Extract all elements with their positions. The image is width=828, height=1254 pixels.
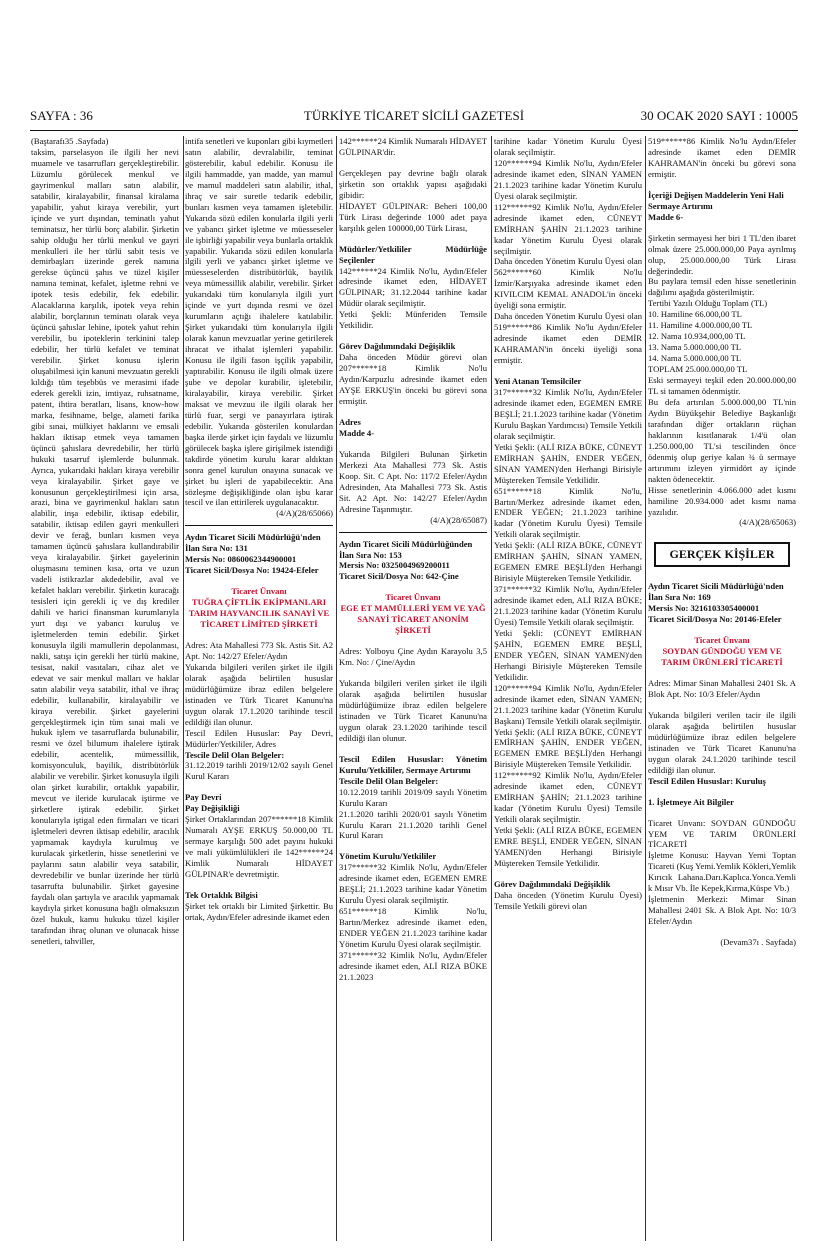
company-title: EGE ET MAMÜLLERİ YEM VE YAĞ SANAYİ TİCARET ANONİM ŞİRKETİ [340,603,486,636]
registry-number: Ticaret Sicil/Dosya No: 20146-Efeler [648,614,782,625]
company-title-label: Ticaret Ünvanı [385,592,441,603]
column-divider [645,136,646,1241]
share-row: 10. Hamiline 66.000,00 TL [648,309,742,320]
article-text: Yukarıda bilgileri verilen şirket ile ilgili olarak aşağıda belirtilen hususlar müdürlüğümüze ibraz edilen belgelere istinaden ve Türk Ticaret Kanunu'na uygun olarak 17.1.2020 tarihinde tescil edildiği ilan olunur. [185,661,333,727]
company-address: Adres: Yolboyu Çine Aydın Karayolu 3,5 Km. No: / Çine/Aydın [339,646,487,668]
company-title-label: Ticaret Ünvanı [231,586,287,597]
section-heading: Adres [339,416,361,427]
section-heading: Sermaye Artırımı [648,200,713,211]
company-address: Adres: Ata Mahallesi 773 Sk. Astis Sit. A2 Apt. No: 142/27 Efeler/Aydın [185,639,333,661]
article-text: 120******94 Kimlik No'lu, Aydın/Efeler adresinde ikamet eden, SİNAN YAMEN; 21.1.2023 tarihine kadar (Yönetim Kurulu Başkanı) Temsile Yetkili olarak seçilmiştir. [494,682,642,726]
issue-date: 30 OCAK 2020 SAYI : 10005 [640,108,798,123]
column-2 [185,136,333,923]
article-text: 371******32 Kimlik No'lu, Aydın/Efeler adresinde ikamet eden, ALİ RIZA BÜKE; 21.1.2023 tarihine kadar (Yönetim Kurulu Üyesi) Temsile Yetkili olarak seçilmiştir. [494,584,642,627]
article-text: 651******18 Kimlik No'lu, Bartın/Merkez adresinde ikamet eden, ENDER YEĞEN; 21.1.2023 tarihine kadar (Yönetim Kurulu Üyesi) Temsile Yetkili olarak seçilmiştir. [494,485,642,540]
article-text: 651******18 Kimlik No'lu, Bartın/Merkez adresinde ikamet eden, ENDER YEĞEN 21.1.2023 tarihine kadar Yönetim Kurulu Üyesi olarak seçilmiştir. [339,906,487,950]
article-text: Ticaret Unvanı: SOYDAN GÜNDOĞU YEM VE TARIM ÜRÜNLERİ TİCARETİ [648,817,796,850]
registered-matters: Tescil Edilen Hususlar: Pay Devri, Müdürler/Yetkililer, Adres [185,727,333,749]
column-3 [339,136,487,983]
article-text: 112******92 Kimlik No'lu, Aydın/Efeler adresinde ikamet eden, CÜNEYT EMİRHAN ŞAHİN 21.1.2023 tarihine kadar Yönetim Kurulu Üyesi olarak seçilmiştir. [494,201,642,256]
page-header [30,108,798,130]
share-row: 12. Nama 10.934,000,00 TL [648,331,746,342]
article-text: Tertibi Yazılı Olduğu Toplam (TL) [648,298,768,309]
registered-matters: Tescil Edilen Hususlar: Kuruluş [648,775,766,786]
share-total: TOPLAM 25.000.000,00 TL [648,364,748,375]
article-number: Madde 4- [339,427,375,438]
column-4 [494,136,642,912]
article-text: 142******24 Kimlik No'lu, Aydın/Efeler adresinde ikamet eden, HİDAYET GÜLPINAR; 31.12.2044 tarihine kadar Müdür olarak seçilmiştir. [339,265,487,309]
article-text: intifa senetleri ve kuponları gibi kıymetleri satın alabilir, devralabilir, teminat gösterebilir, kabul edebilir. Konusu ile ilgili hammadde, yan madde, yan mamul ve mamul maddeleri satın alabilir, ithal, ihraç ve sair suretle tedarik edebilir, bunları kısmen veya tamamen işletebilir. Yukarıda sözü edilen konularla ilgili yerli ve yabancı şirket işletme ve müesseseler ile işbirliği yapabilir veya bunlarla ortaklık yapabilir. Yukarıda sözü edilen konularla ilgili yerli ve yabancı şirket işletme ve müesseselerden distribütörlük, bayilik veya mümessillik alabilir, verebilir. Şirket yukarıdaki tüm konularıyla ilgili yurt içinde ve yurt dışında resmi ve özel kurumların açtığı ihalelere katılabilir. Şirket yukarıdaki tüm konularıyla ilgili olarak kanun mevzuatlar yerine getirilerek ihracat ve ithalat işlemleri yapabilir. Konusu ile ilgili fason işçilik yapabilir, yaptırabilir. Konusu ile ilgili olmak üzere şube ve depolar kurabilir, işletebilir, kiralayabilir, kiraya verebilir. Şirket maksat ve mevzuu ile ilgili olarak her türlü fuar, sergi ve panayırlara iştirak edebilir. Yukarıda gösterilen konulardan başka ilerde şirket için faydalı ve lüzumlu görülecek başka işlere girişilmek istendiği takdirde yönetim kurulu karar aldıktan sonra genel kurulun onayına sunacak ve şirket bu işleri de yapabilecektir. Ana sözleşme değişikliğinde olan işbu karar tescil ve ilan ettirilerek uygulanacaktır. [185,136,333,508]
ilan-number: İlan Sıra No: 131 [185,543,248,554]
column-5 [648,136,796,948]
ilan-number: İlan Sıra No: 153 [339,549,402,560]
column-divider [183,136,184,1241]
company-title: SOYDAN GÜNDOĞU YEM VE TARIM ÜRÜNLERİ TİCARETİ [661,646,783,668]
share-row: 13. Nama 5.000.000,00 TL [648,342,742,353]
company-address: Adres: Mimar Sinan Mahallesi 2401 Sk. A Blok Apt. No: 10/3 Efeler/Aydın [648,678,796,699]
continued-on: (Devam37ı . Sayfada) [720,937,796,948]
notice-ref: (4/A)(28/65063) [739,517,796,528]
article-text: 142******24 Kimlik Numaralı HİDAYET GÜLPINAR'dir. [339,136,487,157]
article-text: Yukarıda Bilgileri Bulunan Şirketin Merkezi Ata Mahallesi 773 Sk. Astis Koop. Sit. C Apt. No: 117/2 Efeler/Aydın Adresinden, Ata Mahallesi 773 Sk. Astis Sit. A2 Apt. No: 142/27 Efeler/Aydın Adresine Taşınmıştır. [339,448,487,514]
evidence-text: 21.1.2020 tarihli 2020/01 sayılı Yönetim Kurulu Kararı 21.1.2020 tarihli Genel Kurul Kararı [339,808,487,841]
notice-ref: (4/A)(28/65066) [276,508,333,519]
page-number: SAYFA : 36 [30,108,93,123]
section-heading: Görev Dağılımındaki Değişiklik [494,878,611,889]
article-text: Hisse senetlerinin 4.066.000 adet kısmı hamiline 20.934.000 adet kısmı nama yazılıdır. [648,484,796,517]
article-text: Şirketin sermayesi her biri 1 TL'den ibaret olmak üzere 25.000.000,00 Paya ayrılmış olup, 25.000.000,00 Türk Lirası değerindedir. [648,232,796,276]
article-text: Yukarıda bilgileri verilen şirket ile ilgili olarak aşağıda belirtilen hususlar müdürlüğümüze ibraz edilen belgelere istinaden ve Türk Ticaret Kanunu'na uygun olarak 23.1.2020 tarihinde tescil edildiği ilan olunur. [339,678,487,743]
article-text: Yetki Şekli: Münferiden Temsile Yetkilidir. [339,309,487,331]
article-text: Yetki Şekli: (ALİ RIZA BÜKE, CÜNEYT EMİRHAN ŞAHİN, SİNAN YAMEN, EGEMEN EMRE BEŞLİ)'den Herhangi Birisiyle Müştereken Temsile Yetkilidir. [494,540,642,584]
registered-matters: Tescil Edilen Hususlar: Yönetim Kurulu/Yetkililer, Sermaye Artırımı [339,753,487,775]
article-text: Daha önceden Müdür görevi olan 207******18 Kimlik No'lu Aydın/Karpuzlu adresinde ikamet eden AYŞE ERKUŞ'in önceki bu görevi sona ermiştir. [339,352,487,407]
notice-ref: (4/A)(28/65087) [430,514,487,525]
gazette-title: TÜRKİYE TİCARET SİCİLİ GAZETESİ [303,108,525,123]
registry-number: Ticaret Sicil/Dosya No: 642-Çine [339,571,459,582]
section-heading: Görev Dağılımındaki Değişiklik [339,341,456,352]
evidence-text: 10.12.2019 tarihli 2019/09 sayılı Yönetim Kurulu Kararı [339,786,487,808]
registry-office: Aydın Ticaret Sicili Müdürlüğü'nden [185,532,321,543]
article-text: İşletme Konusu: Hayvan Yemi Toptan Ticareti (Kuş Yemi.Yemlik Kökleri,Yemlik Kırıcık Lahana.Darı.Kaplıca.Yonca.Yemli k Mısır Vb. İle Kepek,Kırma,Küspe Vb.) [648,850,796,894]
article-text: Eski sermayeyi teşkil eden 20.000.000,00 TL si tamamen ödenmiştir. [648,375,796,397]
article-text: İşletmenin Merkezi: Mimar Sinan Mahallesi 2401 Sk. A Blok Apt. No: 10/3 Efeler/Aydın [648,894,796,927]
section-heading: Yönetim Kurulu/Yetkililer [339,851,437,862]
column-1 [31,136,179,947]
article-text: tarihine kadar Yönetim Kurulu Üyesi olarak seçilmiştir. [494,136,642,157]
evidence-text: 31.12.2019 tarihli 2019/12/02 sayılı Genel Kurul Kararı [185,760,333,782]
section-heading: 1. İşletmeye Ait Bilgiler [648,796,734,807]
column-divider [336,136,337,1241]
article-text: taksim, parselasyon ile ilgili her nevi muamele ve tasarrufları gerçekleştirebilir. Lüzumlu görülecek menkul ve gayrimenkul malları satın alabilir, satabilir, kiralayabilir, finansal kiralama yapabilir, yahut kiraya verebilir, yurt içinde ve yurt dışından, teminatlı yahut teminatsız, her türlü borç alabilir. Şirketin sahip olduğu her türlü menkul ve gayri menkulleri ile her türlü sabit tesis ve demirbaşları üzerinde gerek namına gerekse üçüncü şahıs ve tüzel kişiler namına teminat, kefalet, işletme rehni ve ipotek tesis edebilir, fek edebilir. Alacaklarına karşılık, ipotek veya rehin alabilir, borçlarının teminatı olarak veya üçüncü şahıslar lehine, ipotek yahut rehin verebilir, bu ipoteklerin terkinini talep edebilir, her türlü kefalet ve teminat verebilir. Şirket konusu işlerin oluşabilmesi için kanuni mevzuatın gerekli kıldığı tüm teşebbüs ve merasimi ifade ederek gerekli izin, imtiyaz, ruhsatname, patent, ihtira beratları, lisans, know-how marka, fesihname, belge, alameti farika gibi sınai, mülkiyet haklarını ve emsali hakları iktisap etmek veya tamamen üçüncü şahıslara devredebilir, her türlü hukuki tasarruf işlemlerde bulunmak. Ayrıca, yukarıdaki hakları kiraya verebilir veya kiralayabilir. Şirket gaye ve konusunun gerçekleştirilmesi için arsa, arazi, bina ve gayrimenkul hakları satın alabilir, inşa edebilir, iktisap edebilir, satabilir, iktisap edilen gayri menkulleri devir ve ferağ, bunları kısmen veya tamamen üçüncü şahıslara kullandırabilir veya kiralayabilir. Şirket gayelerinin oluşmasını teminen kısa, orta ve uzun vadeli istikrazlar akdedebilir, aval ve kefalet hakları verebilir. Şirketin kuracağı tesisleri için gerekli iç ve dış krediler dahili ve harici finansman kurumlarıyla yurt dışı ve yabancı kuruluş ve işletmelerden temin edebilir. Şirket konusuyla ilgili mamullerin depolanması, nakli, satışı için gerekli her türlü makine, tesisat, nakil vasıtaları, cihaz alet ve edevat ve sair menkul malları ve haklar satın alabilir veya satabilir, ithal ve ihraç edebilir, kullanabilir, kiralayabilir ve kiraya verebilir. Şirket gayelerini gerçekleştirmek için tüm sınai mali ve hukuk işlem ve tasarruflarda bulunabilir, resmi ve özel bilumum ihalelere iştirak edebilir, acentelik, mümessillik, komisyonculuk, bayilik, distribütörlük alabilir ve verebilir. Şirket konusuyla ilgili olan şirket kurabilir, ortaklık yapabilir, mevcut ve ileride kurulacak iştirme ve şirketlere iştirak edebilir. Şirket konularıyla iştigal eden firmaları ve ticari işletmeleri devren iktisap edebilir, aracılık yapmamak kaydıyla kurulmuş ve kurulacak şirketlerin, hisse senetlerini ve paylarını satın alabilir veya satabilir, devredebilir ve bunlar üzerinde her türlü tasarrufta bulunabilir. Şirket gayesine faydalı olan şartıyla ve aracılık yapmamak kaydıyla şirket konusuna bağlı olmaksızın özel hukuk, kamu hukuku tüzel kişiler tarafından ihraç olunan ve olunacak hisse senetleri, tahviller, [31,146,179,946]
article-text: Yetki Şekli: (ALİ RIZA BÜKE, EGEMEN EMRE BEŞLİ, ENDER YEĞEN, SİNAN YAMEN)'den Herhangi Birisiyle Müştereken Temsile Yetkilidir. [494,825,642,868]
header-rule [30,130,798,131]
evidence-heading: Tescile Delil Olan Belgeler: [339,775,439,786]
section-heading: Pay Değişikliği [185,803,240,814]
article-text: HİDAYET GÜLPINAR: Beheri 100,00 Türk Lirası değerinde 1000 adet paya karşılık gelen 100000,00 Türk Lirası, [339,200,487,233]
notice-separator [185,525,333,526]
continued-from: (Baştarafı35 .Sayfada) [31,136,109,146]
column-divider [491,136,492,1241]
registry-office: Aydın Ticaret Sicili Müdürlüğü'nden [648,581,784,592]
article-text: Bu defa artırılan 5.000.000,00 TL'nin Aydın Büyükşehir Belediye Başkanlığı tarafından diğer ortakların rüçhan haklarının kısıtlanarak 1/4'ü olan 1.250.000,00 TL'si tescilinden önce ödenmiş olup geriye kalan ¾ ü sermaye artırımını izleyen yirmidört ay içinde nakten ödenecektir. [648,396,796,484]
share-row: 11. Hamiline 4.000.000,00 TL [648,320,753,331]
section-heading: Müdürler/Yetkililer Müdürlüğe Seçilenler [339,243,487,265]
section-heading: Pay Devri [185,792,222,803]
article-text: Daha önceden Yönetim Kurulu Üyesi olan 519******86 Kimlik No'lu Aydın/Efeler adresinde ikamet eden DEMİR KAHRAMAN'in önceki üyeliği sona ermiştir. [494,311,642,366]
section-heading: Yeni Atanan Temsilciler [494,376,582,387]
mersis-number: Mersis No: 0325004969200011 [339,560,450,571]
article-number: Madde 6- [648,211,684,222]
mersis-number: Mersis No: 3216103305400001 [648,603,760,614]
article-text: Gerçekleşen pay devrine bağlı olarak şirketin son ortaklık yapısı aşağıdaki gibidir: [339,167,487,200]
article-text: Daha önceden (Yönetim Kurulu Üyesi) Temsile Yetkili görevi olan [494,889,642,911]
article-text: 317******32 Kimlik No'lu, Aydın/Efeler adresinde ikamet eden, EGEMEN EMRE BEŞLİ; 21.1.2023 tarihine kadar (Yönetim Kurulu Başkan Yardımcısı) Temsile Yetkili olarak seçilmiştir. [494,386,642,441]
article-text: Yukarıda bilgileri verilen tacir ile ilgili olarak aşağıda belirtilen hususlar müdürlüğümüze ibraz edilen belgelere istinaden ve Türk Ticaret Kanunu'na uygun olarak 24.1.2020 tarihinde tescil edildiği ilan olunur. [648,709,796,775]
article-text: Yetki Şekli: (ALİ RIZA BÜKE, CÜNEYT EMİRHAN ŞAHİN, ENDER YEĞEN, EGEMEN EMRE BEŞLİ)'den Herhangi Birisiyle Müştereken Temsile Yetkilidir. [494,726,642,770]
article-text: 112******92 Kimlik No'lu, Aydın/Efeler adresinde ikamet eden, CÜNEYT EMİRHAN ŞAHİN; 21.1.2023 tarihine kadar (Yönetim Kurulu Üyesi) Temsile Yetkili olarak seçilmiştir. [494,770,642,825]
article-text: 120******94 Kimlik No'lu, Aydın/Efeler adresinde ikamet eden, SİNAN YAMEN 21.1.2023 tarihine kadar Yönetim Kurulu Üyesi olarak seçilmiştir. [494,157,642,201]
article-text: Şirket tek ortaklı bir Limited Şirkettir. Bu ortak, Aydın/Efeler adresinde ikamet eden [185,900,333,922]
article-text: Bu paylara temsil eden hisse senetlerinin dağılımı aşağıda gösterilmiştir. [648,276,796,298]
article-text: Yetki Şekli: (ALİ RIZA BÜKE, CÜNEYT EMİRHAN ŞAHİN, ENDER YEĞEN, SİNAN YAMEN)'den Herhangi Birisiyle Müştereken Temsile Yetkilidir. [494,441,642,485]
section-heading: İçeriği Değişen Maddelerin Yeni Hali [648,189,784,200]
registry-number: Ticaret Sicil/Dosya No: 19424-Efeler [185,565,319,576]
share-row: 14. Nama 5.000.000,00 TL [648,353,742,364]
article-text: Yetki Şekli: (CÜNEYT EMİRHAN ŞAHİN, EGEMEN EMRE BEŞLİ, ENDER YEĞEN, SİNAN YAMEN)'den Herhangi Birisiyle Müştereken Temsile Yetkilidir. [494,627,642,682]
notice-separator [339,532,487,533]
article-text: 371******32 Kimlik No'lu, Aydın/Efeler adresinde ikamet eden, ALİ RIZA BÜKE 21.1.2023 [339,950,487,982]
article-text: 519******86 Kimlik No'lu Aydın/Efeler adresinde ikamet eden DEMİR KAHRAMAN'in önceki bu görevi sona ermiştir. [648,136,796,179]
mersis-number: Mersis No: 0860062344900001 [185,554,297,565]
article-text: Daha önceden Yönetim Kurulu Üyesi olan 562******60 Kimlik No'lu İzmir/Karşıyaka adresinde ikamet eden KIVILCIM KEMAL ANADOL'in önceki üyeliği sona ermiştir. [494,256,642,311]
ilan-number: İlan Sıra No: 169 [648,592,711,603]
section-heading: Tek Ortaklık Bilgisi [185,890,258,900]
company-title-label: Ticaret Ünvanı [694,635,750,646]
registry-office: Aydın Ticaret Sicili Müdürlüğünden [339,538,473,549]
section-box-title: GERÇEK KİŞİLER [654,542,790,567]
article-text: Şirket Ortaklarından 207******18 Kimlik Numaralı AYŞE ERKUŞ 50.000,00 TL sermaye karşılığı 500 adet payını hukuki ve mali yükümlülükleri ile 142******24 Kimlik Numaralı HİDAYET GÜLPINAR'e devretmiştir. [185,814,333,880]
company-title: TUĞRA ÇİFTLİK EKİPMANLARI TARIM HAYVANCILIK SANAYİ VE TİCARET LİMİTED ŞİRKETİ [188,597,330,630]
evidence-heading: Tescile Delil Olan Belgeler: [185,749,285,760]
article-text: 317******32 Kimlik No'lu, Aydın/Efeler adresinde ikamet eden, EGEMEN EMRE BEŞLİ; 21.1.2023 tarihine kadar Yönetim Kurulu Üyesi olarak seçilmiştir. [339,862,487,906]
